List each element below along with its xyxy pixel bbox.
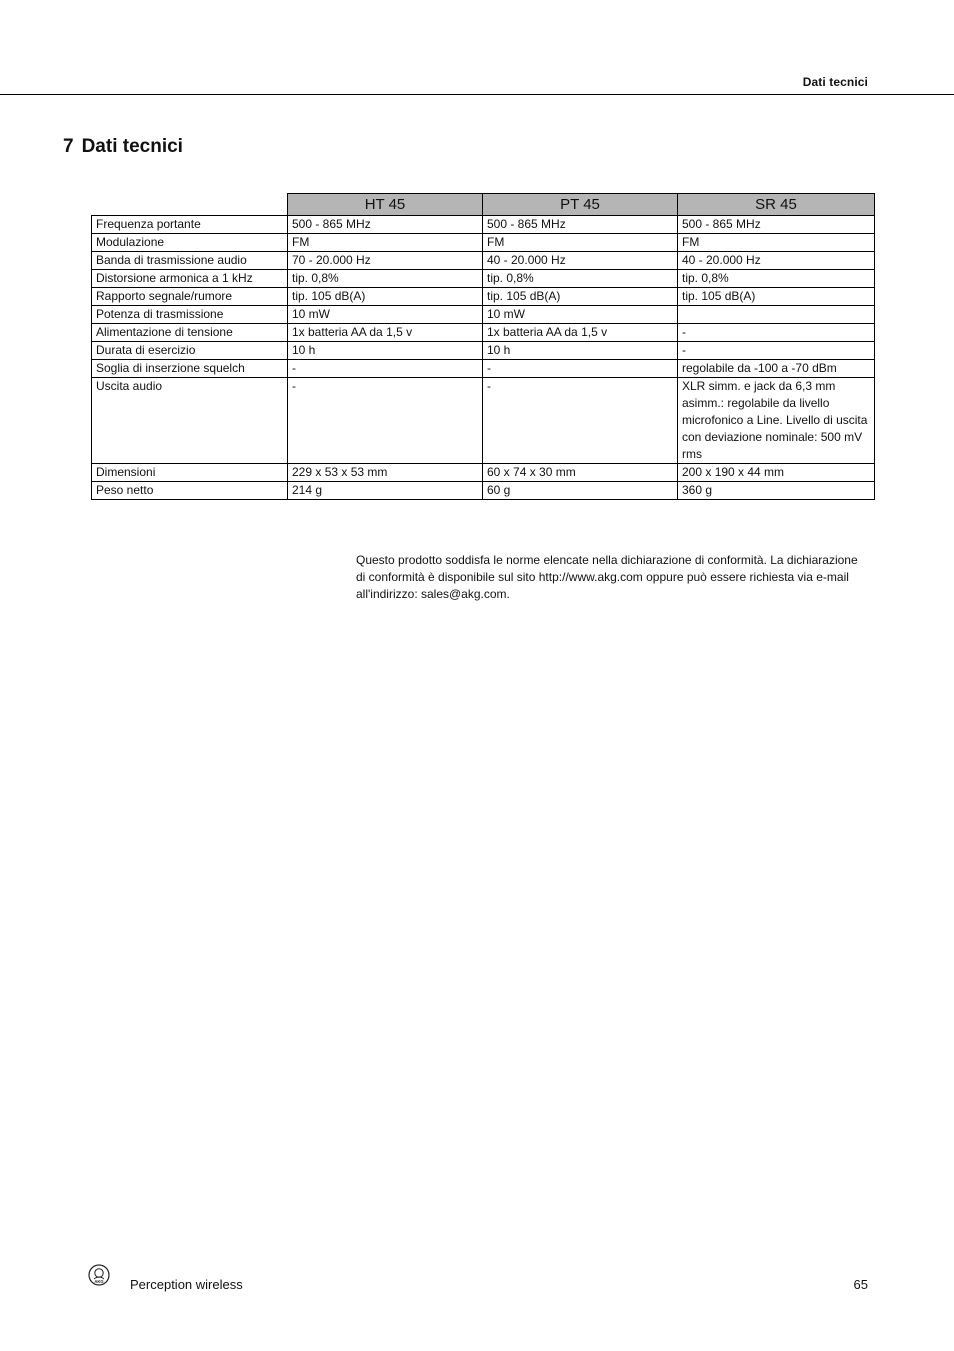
cell-pt45: tip. 0,8% [483, 270, 678, 288]
row-label: Frequenza portante [92, 216, 288, 234]
header-rule [0, 94, 954, 95]
table-row [92, 464, 875, 482]
cell-sr45: regolabile da -100 a -70 dBm [678, 360, 875, 378]
cell-ht45: FM [288, 234, 483, 252]
row-label: Rapporto segnale/rumore [92, 288, 288, 306]
cell-ht45: 10 mW [288, 306, 483, 324]
cell-sr45: 500 - 865 MHz [678, 216, 875, 234]
header-blank-cell [92, 194, 288, 216]
cell-ht45: 1x batteria AA da 1,5 v [288, 324, 483, 342]
cell-ht45: tip. 0,8% [288, 270, 483, 288]
cell-pt45: - [483, 378, 678, 464]
row-label: Soglia di inserzione squelch [92, 360, 288, 378]
cell-pt45: 60 x 74 x 30 mm [483, 464, 678, 482]
akg-logo-icon [88, 1264, 110, 1286]
row-label: Banda di trasmissione audio [92, 252, 288, 270]
cell-ht45: 70 - 20.000 Hz [288, 252, 483, 270]
specs-table-body [92, 216, 875, 500]
cell-sr45: XLR simm. e jack da 6,3 mm asimm.: regolabile da livello microfonico a Line. Livello di uscita con deviazione nominale: 500 mV rms [678, 378, 875, 464]
cell-ht45: 229 x 53 x 53 mm [288, 464, 483, 482]
section-title [63, 136, 183, 158]
table-row [92, 270, 875, 288]
page-number: 65 [853, 1277, 868, 1292]
cell-ht45: 214 g [288, 482, 483, 500]
cell-pt45: 10 h [483, 342, 678, 360]
cell-sr45: 200 x 190 x 44 mm [678, 464, 875, 482]
akg-logo-text: AKG [94, 1279, 104, 1285]
column-header-ht45: HT 45 [288, 194, 483, 216]
cell-sr45: tip. 0,8% [678, 270, 875, 288]
cell-sr45 [678, 306, 875, 324]
table-row [92, 216, 875, 234]
cell-ht45: 500 - 865 MHz [288, 216, 483, 234]
cell-pt45: 500 - 865 MHz [483, 216, 678, 234]
cell-ht45: 10 h [288, 342, 483, 360]
footer-product-name: Perception wireless [130, 1277, 243, 1292]
cell-pt45: FM [483, 234, 678, 252]
row-label: Peso netto [92, 482, 288, 500]
table-row [92, 342, 875, 360]
specs-header-row [92, 194, 875, 216]
row-label: Dimensioni [92, 464, 288, 482]
running-header-title: Dati tecnici [802, 75, 868, 89]
table-row [92, 306, 875, 324]
cell-pt45: tip. 105 dB(A) [483, 288, 678, 306]
table-row [92, 378, 875, 464]
specs-table [91, 193, 875, 500]
cell-pt45: - [483, 360, 678, 378]
row-label: Uscita audio [92, 378, 288, 464]
cell-pt45: 40 - 20.000 Hz [483, 252, 678, 270]
row-label: Durata di esercizio [92, 342, 288, 360]
row-label: Potenza di trasmissione [92, 306, 288, 324]
table-row [92, 482, 875, 500]
table-row [92, 252, 875, 270]
row-label: Modulazione [92, 234, 288, 252]
section-title-text: Dati tecnici [81, 136, 183, 157]
cell-ht45: - [288, 360, 483, 378]
row-label: Distorsione armonica a 1 kHz [92, 270, 288, 288]
table-row [92, 324, 875, 342]
cell-pt45: 10 mW [483, 306, 678, 324]
column-header-sr45: SR 45 [678, 194, 875, 216]
cell-sr45: tip. 105 dB(A) [678, 288, 875, 306]
cell-pt45: 1x batteria AA da 1,5 v [483, 324, 678, 342]
cell-sr45: 360 g [678, 482, 875, 500]
cell-ht45: tip. 105 dB(A) [288, 288, 483, 306]
table-row [92, 288, 875, 306]
cell-ht45: - [288, 378, 483, 464]
section-number: 7 [63, 136, 74, 157]
conformity-note: Questo prodotto soddisfa le norme elencate nella dichiarazione di conformità. La dichiarazione di conformità è disponibile sul sito http://www.akg.com oppure può essere richiesta via e-mail all'indirizzo: sales@akg.com. [356, 553, 858, 601]
cell-sr45: - [678, 342, 875, 360]
cell-sr45: 40 - 20.000 Hz [678, 252, 875, 270]
cell-pt45: 60 g [483, 482, 678, 500]
row-label: Alimentazione di tensione [92, 324, 288, 342]
column-header-pt45: PT 45 [483, 194, 678, 216]
table-row [92, 234, 875, 252]
table-row [92, 360, 875, 378]
cell-sr45: FM [678, 234, 875, 252]
cell-sr45: - [678, 324, 875, 342]
